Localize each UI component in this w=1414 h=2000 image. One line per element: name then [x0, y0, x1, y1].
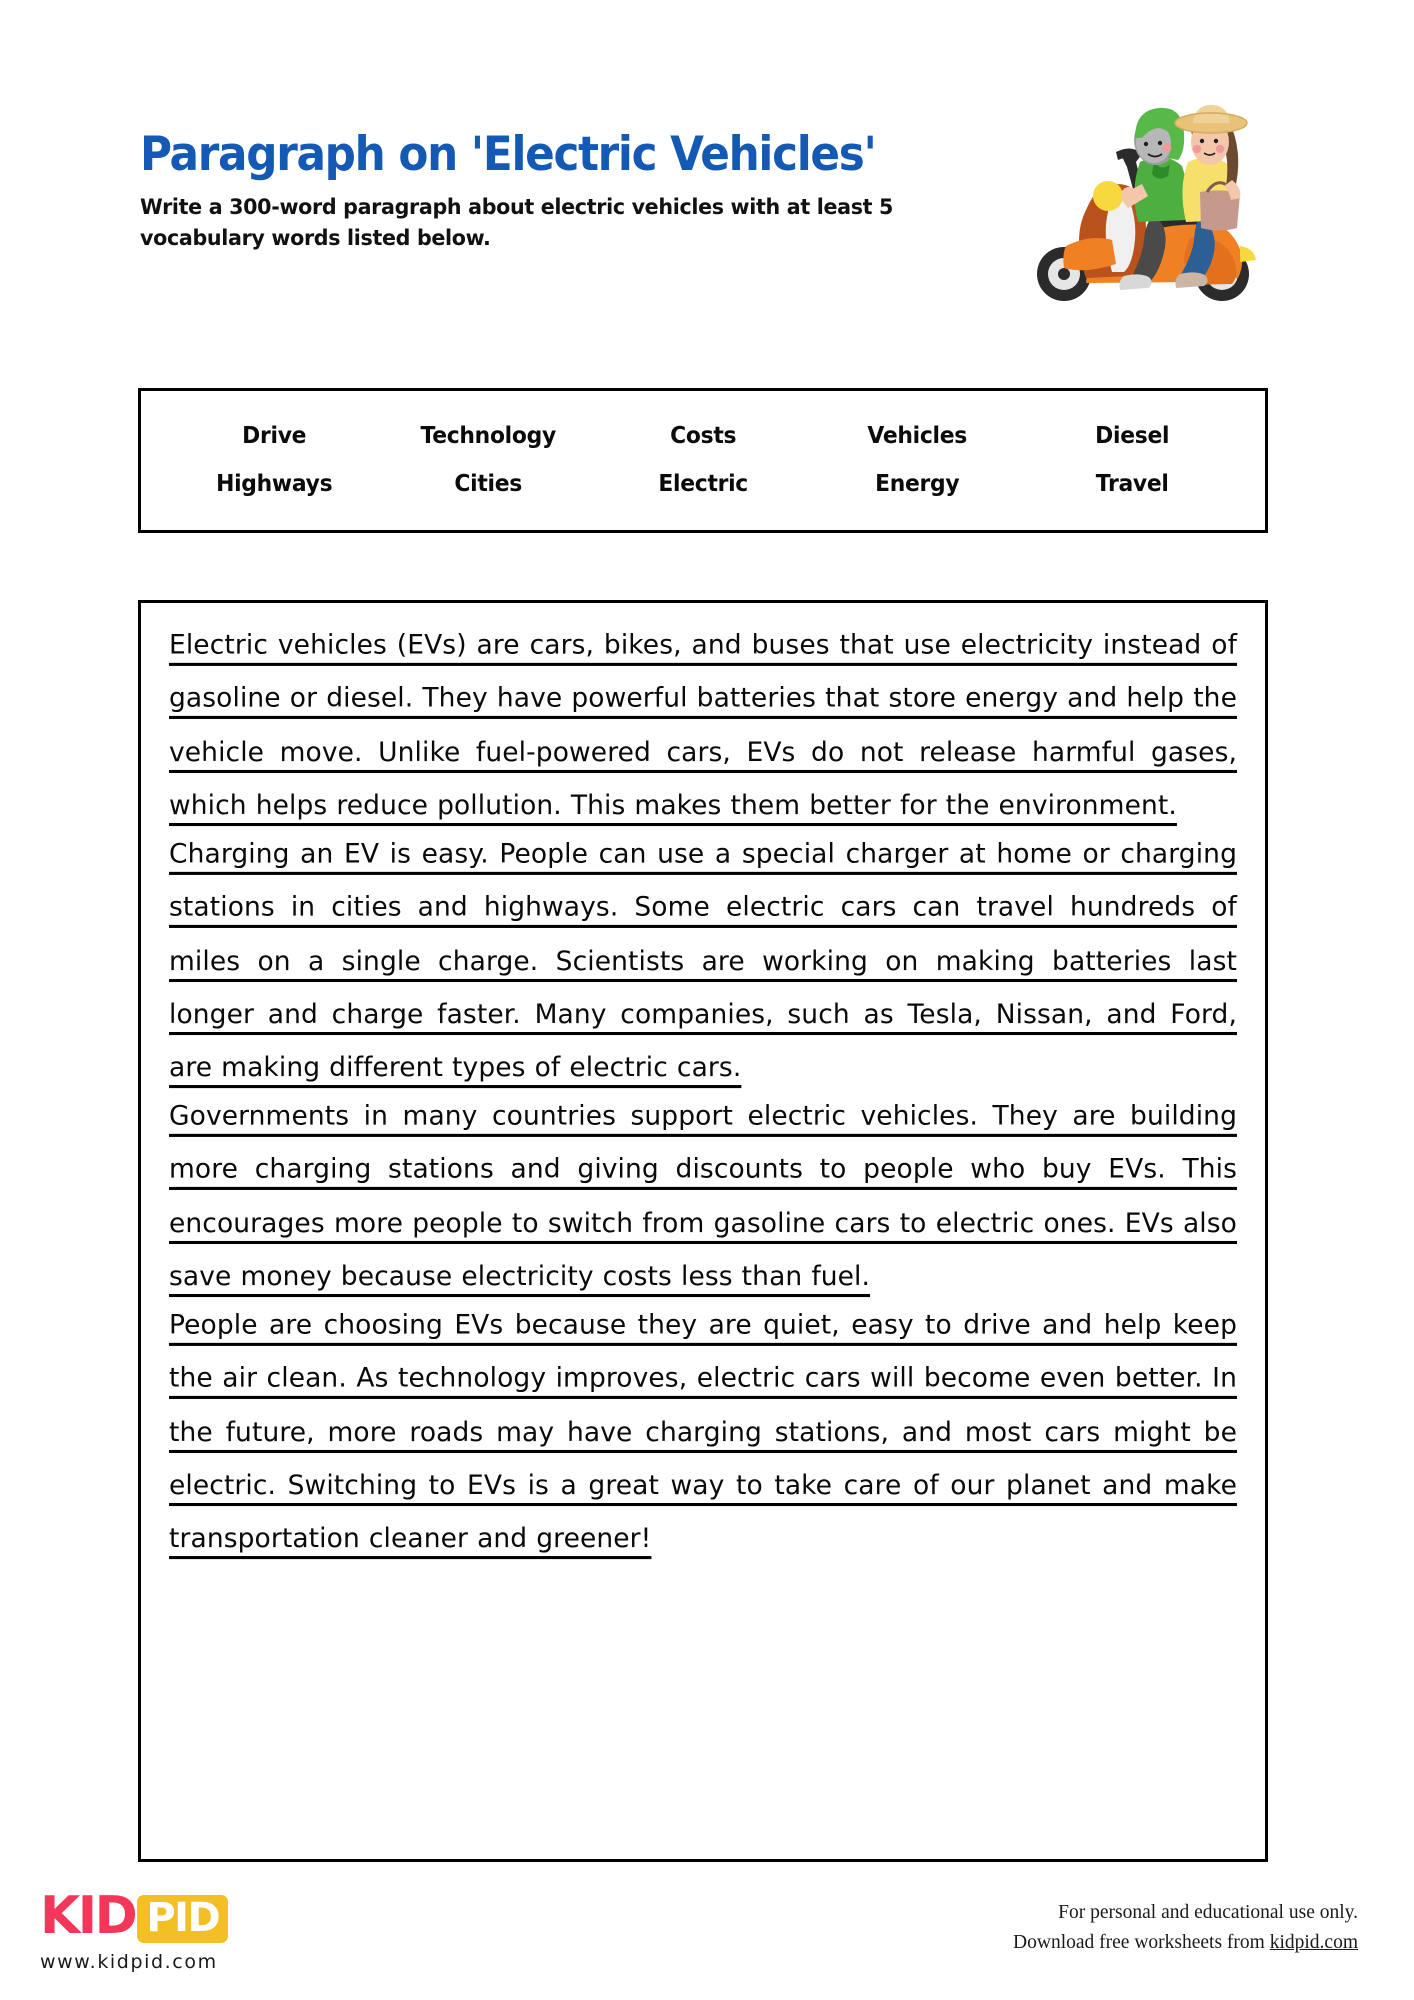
- page-footer: [0, 1880, 1414, 2000]
- vocab-word-diesel: Diesel: [1094, 422, 1169, 449]
- footer-kidpid-link[interactable]: kidpid.com: [1269, 1932, 1358, 1954]
- vocab-word-technology: Technology: [420, 422, 557, 449]
- vocabulary-row: [167, 423, 1239, 449]
- vocab-word-costs: Costs: [669, 422, 737, 449]
- vocab-word-cities: Cities: [454, 470, 523, 497]
- vocab-word-drive: Drive: [242, 422, 307, 449]
- worksheet-instructions: Write a 300-word paragraph about electric vehicles with at least 5 vocabulary words listed below.: [140, 195, 894, 251]
- logo-mark: [40, 1888, 228, 1944]
- logo-website-url[interactable]: www.kidpid.com: [40, 1951, 218, 1973]
- paragraph-answer-box[interactable]: [138, 600, 1268, 1862]
- vocab-word-highways: Highways: [216, 470, 333, 497]
- footer-usage-note: [1013, 1898, 1358, 1958]
- footer-note-line-1: For personal and educational use only.: [1058, 1902, 1358, 1923]
- footer-note-line-2: [1013, 1928, 1358, 1958]
- vocab-word-electric: Electric: [658, 470, 748, 497]
- shoe-icon: [1176, 272, 1208, 288]
- footer-note-line-2-prefix: Download free worksheets from: [1013, 1932, 1270, 1954]
- shoe-icon: [1120, 274, 1152, 290]
- vocab-word-travel: Travel: [1095, 470, 1169, 497]
- headlight-icon: [1093, 181, 1123, 211]
- answer-paragraph-4: People are choosing EVs because they are quiet, easy to drive and help keep the air clean. As technology improves, electric cars will become even better. In the future, more roads may have charging stations, and most cars might be electric. Switching to EVs is a great way to take care of our planet and make transportation cleaner and greener!: [169, 1309, 1237, 1555]
- page-title: Paragraph on 'Electric Vehicles': [140, 127, 876, 182]
- vocab-word-vehicles: Vehicles: [867, 422, 968, 449]
- couple-riding-scooter-illustration: [1004, 96, 1272, 316]
- kidpid-logo[interactable]: [40, 1888, 228, 1973]
- vocabulary-row: [167, 471, 1239, 497]
- answer-paragraph-3: Governments in many countries support electric vehicles. They are building more charging stations and giving discounts to people who buy EVs. This encourages more people to switch from gasoline cars to electric ones. EVs also save money because electricity costs less than fuel.: [169, 1099, 1237, 1292]
- vocabulary-word-bank: [138, 388, 1268, 533]
- logo-text-pid: PID: [137, 1895, 228, 1943]
- answer-paragraph-2: Charging an EV is easy. People can use a special charger at home or charging stations in cities and highways. Some electric cars can travel hundreds of miles on a single charge. Scientists are working on making batteries last longer and charge faster. Many companies, such as Tesla, Nissan, and Ford, are making different types of electric cars.: [169, 838, 1237, 1084]
- answer-paragraph-1: Electric vehicles (EVs) are cars, bikes, and buses that use electricity instead of gasoline or diesel. They have powerful batteries that store energy and help the vehicle move. Unlike fuel-powered cars, EVs do not release harmful gases, which helps reduce pollution. This makes them better for the environment.: [169, 629, 1237, 821]
- worksheet-header: [140, 127, 1040, 254]
- vocab-word-energy: Energy: [875, 470, 960, 497]
- logo-text-kid: KID: [40, 1886, 136, 1946]
